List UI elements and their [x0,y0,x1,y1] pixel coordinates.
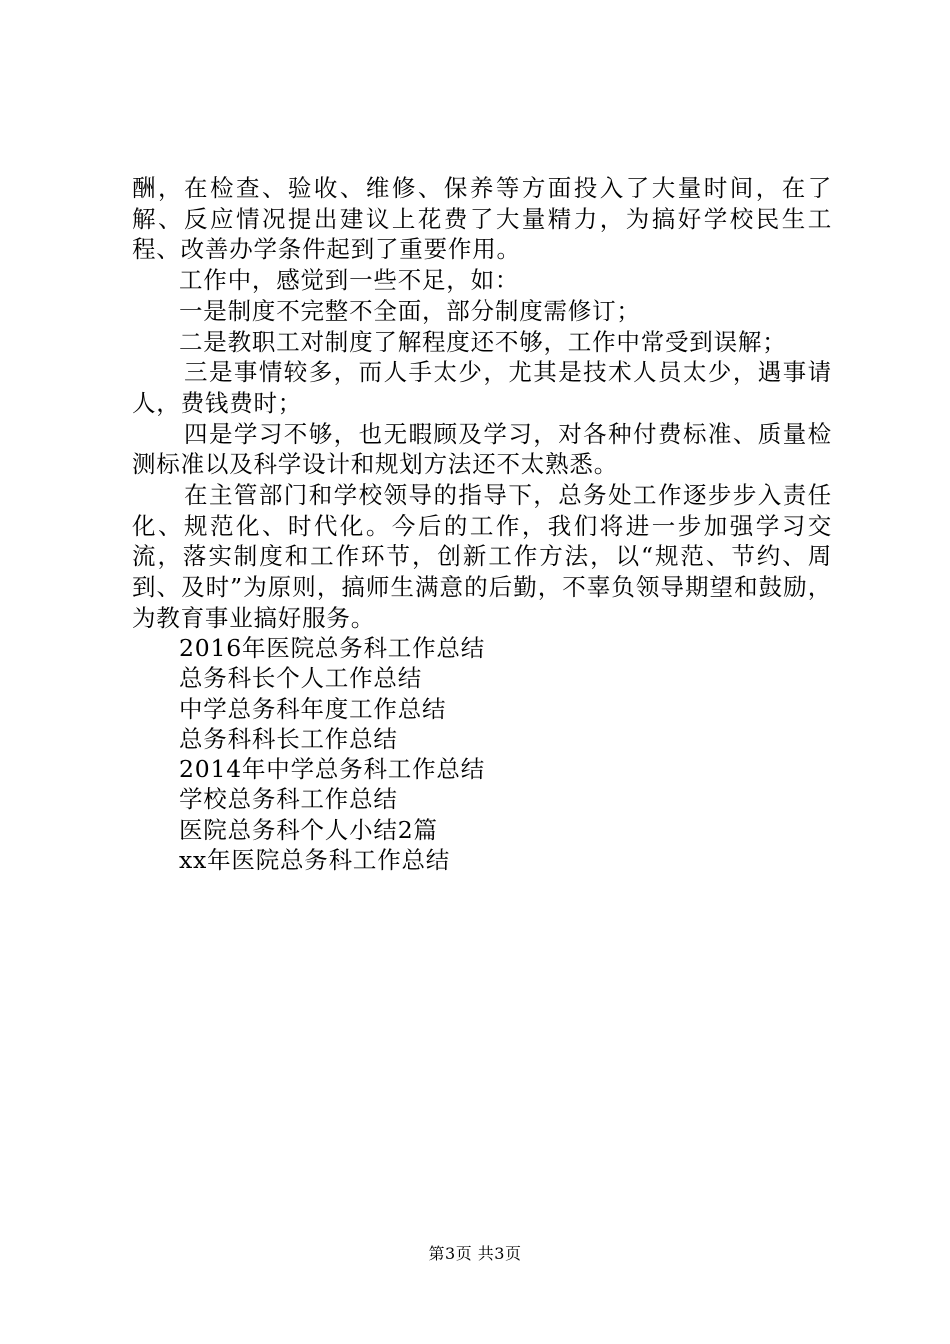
related-link[interactable]: 总务科长个人工作总结 [179,664,422,693]
paragraph-shortcoming-1: 一是制度不完整不全面，部分制度需修订； [179,296,641,325]
paragraph-conclusion: 在主管部门和学校领导的指导下，总务处工作逐步步入责任化、规范化、时代化。今后的工作，我们将进一步加强学习交流，落实制度和工作环节，创新工作方法，以“规范、节约、周到、及时”为原则，搞师生满意的后勤，不辜负领导期望和鼓励，为教育事业搞好服务。 [132,481,832,632]
paragraph-continuation: 酬，在检查、验收、维修、保养等方面投入了大量时间，在了解、反应情况提出建议上花费了大量精力，为搞好学校民生工程、改善办学条件起到了重要作用。 [132,174,832,264]
page-footer: 第3页 共3页 [428,1244,522,1263]
paragraph-shortcoming-4: 四是学习不够，也无暇顾及学习，对各种付费标准、质量检测标准以及科学设计和规划方法还不太熟悉。 [132,419,832,479]
document-body [132,173,832,634]
related-link[interactable]: 学校总务科工作总结 [179,785,398,814]
paragraph-shortcomings-intro: 工作中，感觉到一些不足，如： [179,266,520,295]
related-link[interactable]: 总务科科长工作总结 [179,724,398,753]
related-link[interactable]: 医院总务科个人小结2篇 [179,815,438,844]
related-link[interactable]: xx年医院总务科工作总结 [179,846,451,875]
paragraph-shortcoming-3: 三是事情较多，而人手太少，尤其是技术人员太少，遇事请人，费钱费时； [132,358,832,417]
related-link[interactable]: 2014年中学总务科工作总结 [179,755,486,784]
related-link[interactable]: 中学总务科年度工作总结 [179,694,447,723]
related-link[interactable]: 2016年医院总务科工作总结 [179,634,486,662]
paragraph-shortcoming-2: 二是教职工对制度了解程度还不够，工作中常受到误解； [179,327,787,356]
related-links-list [179,633,779,875]
